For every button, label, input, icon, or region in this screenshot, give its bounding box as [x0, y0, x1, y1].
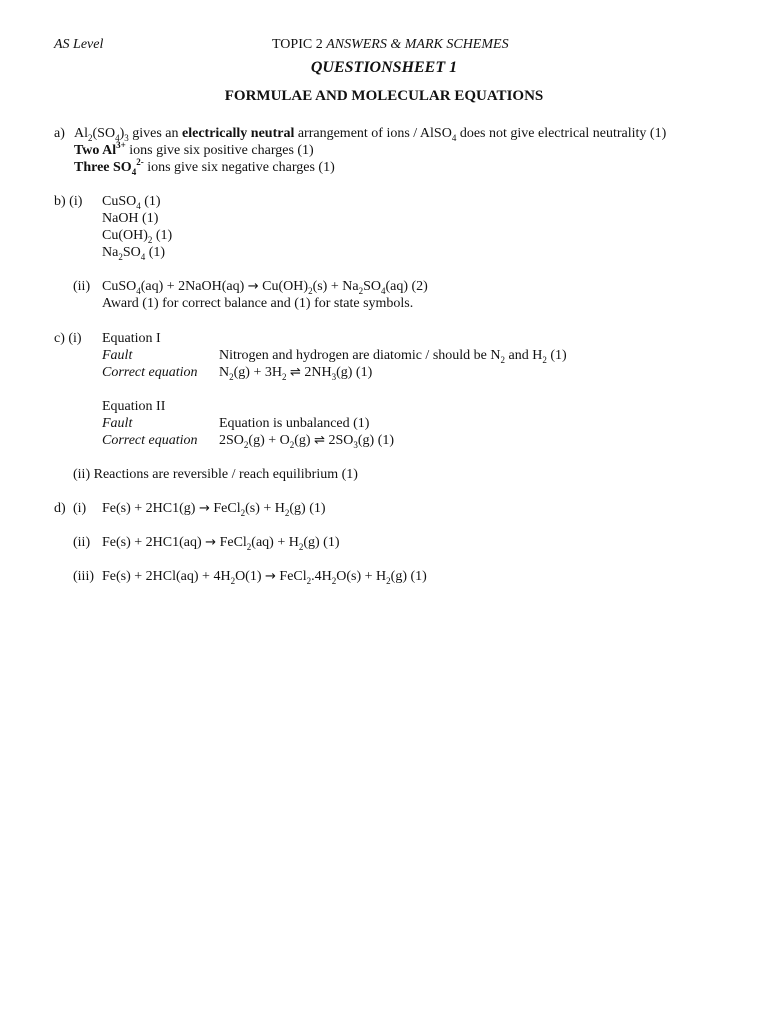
b-item-3: $Cu(OH)_2$ (1)	[102, 228, 173, 245]
d-iii-equation: $Fe(s) + 2HCl(aq) + 4H_2O(1)$ → $FeCl_2.4H_2O(s) + H_2(g)$ (1)	[102, 569, 427, 586]
d-ii-equation: Fe(s) + 2HC1(aq) → FeCl$_2$(aq) + $H_2(g)$ (1)	[102, 535, 340, 552]
eq2-fault-label: Fault	[102, 416, 133, 431]
arrow-icon: →	[247, 279, 259, 294]
d-i-label: (i)	[73, 501, 87, 516]
level-label: AS Level	[54, 37, 104, 52]
b-ii-label: (ii)	[73, 279, 91, 294]
page-title: FORMULAE AND MOLECULAR EQUATIONS	[224, 88, 544, 104]
equation-1-title: Equation I	[102, 331, 161, 346]
section-a-line1: $Al_2(SO_4)_3$ gives an electrically neutral arrangement of ions / AlSO$_4$ does not give electrical neutrality (1)	[74, 126, 667, 143]
section-a-line3: Three $SO_4^{2-}$ ions give six negative charges (1)	[74, 157, 335, 177]
section-c-label: c) (i)	[54, 331, 82, 346]
eq1-fault-label: Fault	[102, 348, 133, 363]
equilibrium-icon: ⇌	[289, 365, 301, 380]
b-item-1: CuSO$_4$ (1)	[102, 194, 161, 211]
c-ii-answer: (ii) Reactions are reversible / reach equilibrium (1)	[73, 467, 358, 482]
d-ii-label: (ii)	[73, 535, 91, 550]
eq2-fault-text: Equation is unbalanced (1)	[219, 416, 370, 431]
d-i-equation: Fe(s) + 2HC1(g) → FeCl$_2$(s) + $H_2(g)$ (1)	[102, 501, 326, 518]
equation-2-title: Equation II	[102, 399, 166, 414]
d-iii-label: (iii)	[73, 569, 94, 584]
section-b-label: b) (i)	[54, 194, 83, 209]
eq1-fault-text: Nitrogen and hydrogen are diatomic / should be $N_2$ and $H_2$ (1)	[219, 348, 567, 365]
topic-heading	[272, 36, 509, 53]
arrow-icon: →	[265, 569, 276, 584]
topic-subtitle: ANSWERS & MARK SCHEMES	[326, 37, 509, 52]
section-d-label: d)	[54, 501, 66, 516]
b-ii-note: Award (1) for correct balance and (1) for state symbols.	[102, 296, 414, 311]
b-item-2: NaOH (1)	[102, 211, 159, 226]
equilibrium-icon: ⇌	[314, 433, 325, 448]
topic-label: TOPIC 2	[272, 37, 323, 52]
section-a-label: a)	[54, 126, 65, 141]
eq2-correct-label: Correct equation	[102, 433, 198, 448]
eq1-correct-label: Correct equation	[102, 365, 198, 380]
arrow-icon: →	[198, 501, 210, 516]
b-ii-equation: CuSO$_4$(aq) + 2NaOH(aq) → $Cu(OH)_2(s) + Na_2SO_4(aq)$ (2)	[102, 279, 428, 296]
eq1-correct-equation: $N_2(g) + 3H_2$ ⇌ $2NH_3(g)$ (1)	[219, 365, 373, 382]
eq2-correct-equation: $2SO_2(g) + O_2(g)$ ⇌ $2SO_3(g)$ (1)	[219, 433, 395, 450]
arrow-icon: →	[205, 535, 217, 550]
questionsheet-title: QUESTIONSHEET 1	[310, 59, 458, 76]
section-a-line2: Two $Al^{3+}$ ions give six positive charges (1)	[74, 140, 314, 158]
b-item-4: $Na_2SO_4$ (1)	[102, 245, 166, 262]
